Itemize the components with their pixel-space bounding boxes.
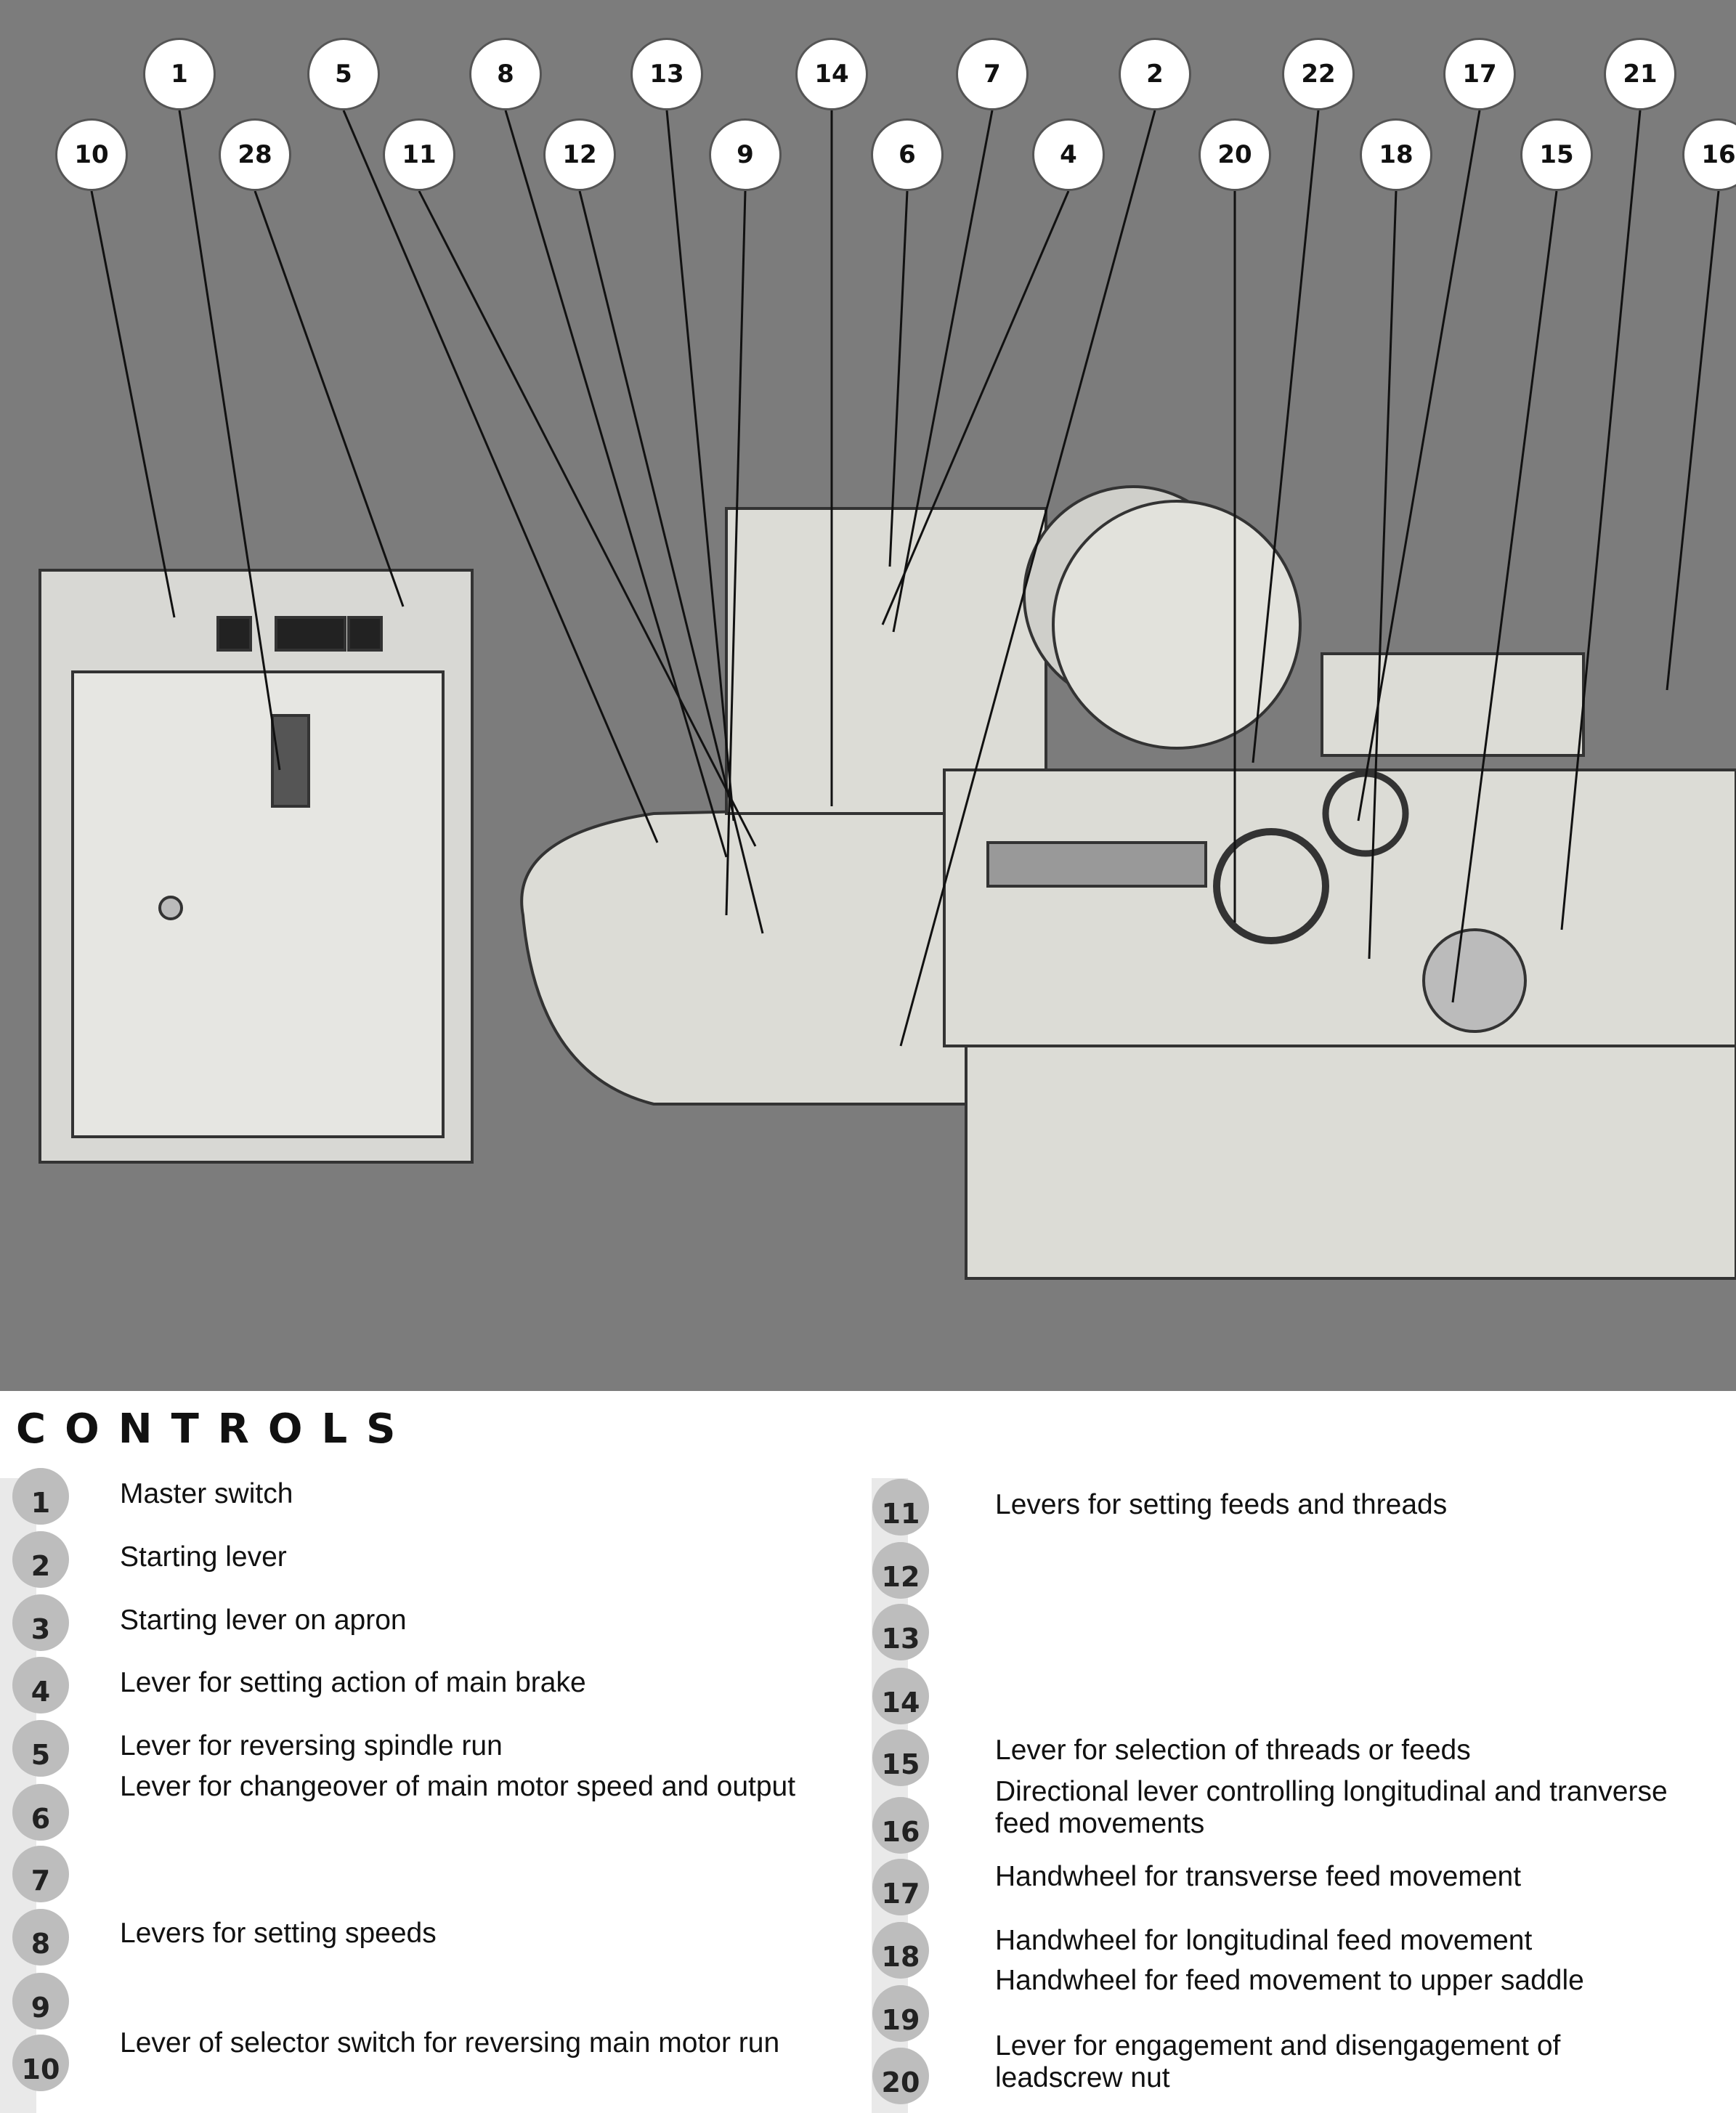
callout-number: 4 xyxy=(1032,118,1105,191)
control-number-bubble: 14 xyxy=(872,1668,929,1724)
callout-number: 11 xyxy=(383,118,455,191)
control-description: Lever of selector switch for reversing main motor run xyxy=(120,2027,780,2059)
control-description: Lever for changeover of main motor speed and output xyxy=(120,1771,796,1802)
control-number-bubble: 2 xyxy=(12,1531,69,1588)
control-cabinet xyxy=(40,570,472,1162)
callout-number: 21 xyxy=(1604,38,1676,110)
callout-number: 18 xyxy=(1360,118,1432,191)
leader-line xyxy=(1667,191,1719,690)
leader-line xyxy=(667,110,734,821)
control-description: Levers for setting feeds and threads xyxy=(995,1489,1448,1520)
control-description: Handwheel for transverse feed movement xyxy=(995,1861,1522,1892)
control-number-bubble: 18 xyxy=(872,1922,929,1979)
callout-number: 6 xyxy=(871,118,944,191)
callout-number: 13 xyxy=(630,38,703,110)
control-description: Handwheel for feed movement to upper saddle xyxy=(995,1965,1584,1996)
callout-number: 10 xyxy=(55,118,128,191)
control-number-bubble: 20 xyxy=(872,2048,929,2104)
controls-title: CONTROLS xyxy=(16,1406,415,1453)
control-number-bubble: 5 xyxy=(12,1720,69,1777)
control-number-bubble: 15 xyxy=(872,1729,929,1786)
controls-legend xyxy=(0,1391,1736,2113)
control-number-bubble: 13 xyxy=(872,1604,929,1660)
control-number-bubble: 17 xyxy=(872,1859,929,1915)
leader-line xyxy=(92,191,174,617)
control-description: Lever for reversing spindle run xyxy=(120,1730,503,1761)
callout-number: 28 xyxy=(219,118,291,191)
control-number-bubble: 16 xyxy=(872,1797,929,1854)
control-number-bubble: 3 xyxy=(12,1594,69,1651)
callout-number: 16 xyxy=(1682,118,1736,191)
control-number-bubble: 1 xyxy=(12,1468,69,1525)
callout-number: 9 xyxy=(709,118,782,191)
control-number-bubble: 9 xyxy=(12,1973,69,2029)
control-number-bubble: 19 xyxy=(872,1985,929,2042)
control-number-bubble: 11 xyxy=(872,1479,929,1536)
control-description: Directional lever controlling longitudinal and tranverse feed movements xyxy=(995,1776,1668,1839)
callout-number: 8 xyxy=(469,38,542,110)
callout-number: 5 xyxy=(307,38,380,110)
callout-number: 7 xyxy=(956,38,1029,110)
control-description: Starting lever xyxy=(120,1541,287,1573)
control-description: Master switch xyxy=(120,1478,293,1509)
control-description: Levers for setting speeds xyxy=(120,1918,437,1949)
leader-line xyxy=(255,191,403,607)
control-number-bubble: 6 xyxy=(12,1784,69,1841)
callout-number: 22 xyxy=(1282,38,1355,110)
lathe-body xyxy=(522,487,1736,1278)
callout-number: 1 xyxy=(143,38,216,110)
control-description: Lever for setting action of main brake xyxy=(120,1667,586,1698)
callout-number: 20 xyxy=(1198,118,1271,191)
callout-number: 17 xyxy=(1443,38,1516,110)
control-number-bubble: 10 xyxy=(12,2035,69,2091)
control-description: Handwheel for longitudinal feed movement xyxy=(995,1925,1533,1956)
control-number-bubble: 4 xyxy=(12,1657,69,1713)
control-number-bubble: 7 xyxy=(12,1846,69,1902)
control-number-bubble: 8 xyxy=(12,1909,69,1966)
control-number-bubble: 12 xyxy=(872,1542,929,1599)
callout-number: 2 xyxy=(1119,38,1191,110)
callout-number: 14 xyxy=(795,38,868,110)
callout-number: 12 xyxy=(543,118,616,191)
control-description: Starting lever on apron xyxy=(120,1605,407,1636)
control-description: Lever for selection of threads or feeds xyxy=(995,1735,1471,1766)
callout-number: 15 xyxy=(1520,118,1593,191)
control-description: Lever for engagement and disengagement of leadscrew nut xyxy=(995,2030,1561,2093)
